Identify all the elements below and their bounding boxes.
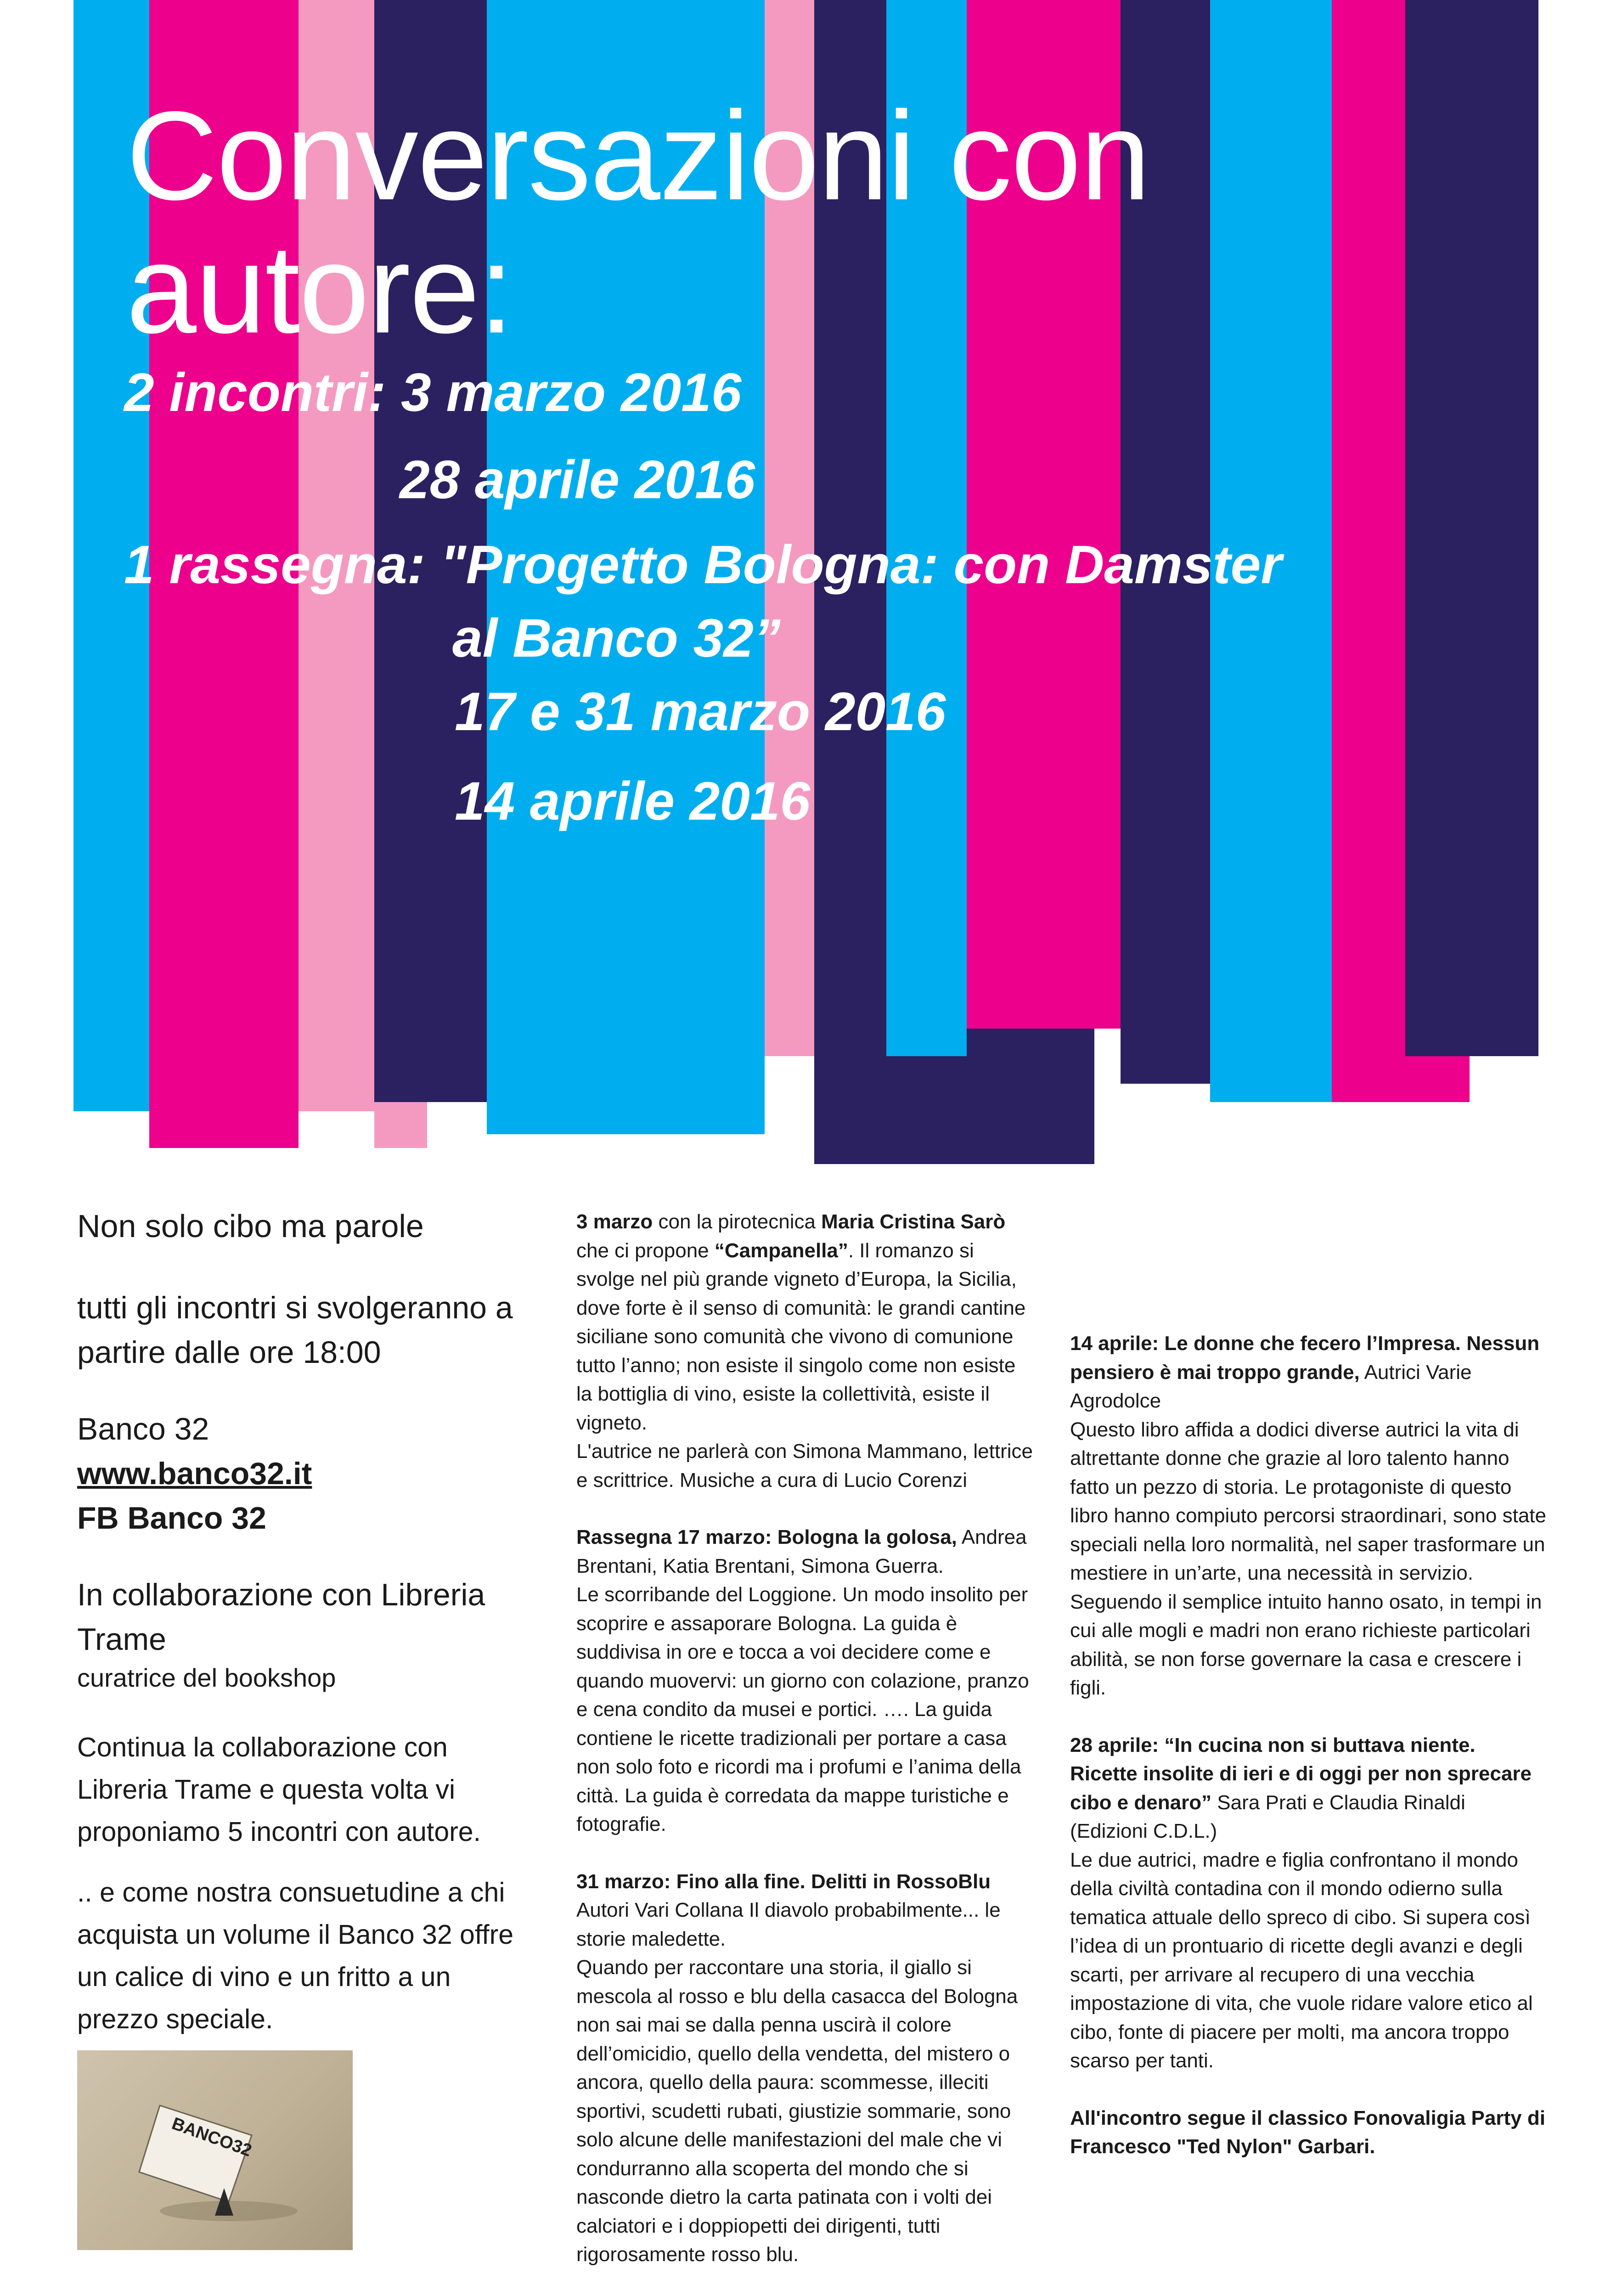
event-march-17: Rassegna 17 marzo: Bologna la golosa, Andrea Brentani, Katia Brentani, Simona Guerra. Le scorribande del Loggione. Un modo insolito per scoprire e assaporare Bologna. La guida è suddivisa in ore e tocca a voi decidere come e quando muovervi: un giorno con colazione, pranzo e cena condito da musei e portici. …. La guida contiene le ricette tradizionali per portare a casa non solo foto e ricordi ma i profumi e l’anima della città. La guida è corredata da mappe turistiche e fotografie. — [576, 1526, 1029, 1835]
website-link[interactable]: www.banco32.it — [77, 1456, 312, 1491]
time-info: tutti gli incontri si svolgeranno a partire dalle ore 18:00 — [77, 1290, 513, 1370]
poster-title: Conversazioni con autore: — [126, 85, 1150, 360]
collab-subtitle: curatrice del bookshop — [77, 1663, 336, 1692]
date-line: 28 aprile 2016 — [400, 450, 755, 510]
venue-name: Banco 32 — [77, 1412, 209, 1446]
facebook-link[interactable]: FB Banco 32 — [77, 1501, 266, 1536]
event-march-3: 3 marzo con la pirotecnica Maria Cristina Sarò che ci propone “Campanella”. Il romanzo si svolge nel più grande vigneto d’Europa, la Sicilia, dove forte è il senso di comunità: le grandi cantine siciliane sono comunità che vivono di comunione tutto l’anno; non esiste il singolo come non esiste la bottiglia di vino, esiste la collettività, esiste il vigneto. L'autrice ne parlerà con Simona Mammano, lettrice e scrittrice. Musiche a cura di Lucio Corenzi — [576, 1210, 1033, 1491]
event-march-31: 31 marzo: Fino alla fine. Delitti in RossoBlu Autori Vari Collana Il diavolo probabilmente... le storie maledette. Quando per raccontare una storia, il giallo si mescola al rosso e blu della casacca del Bologna non sai mai se dalla penna uscirà il colore dell’omicidio, quello della vendetta, del mistero o ancora, quello della paura: scommesse, illeciti sportivi, scudetti rubati, giustizie sommarie, sono solo alcune delle manifestazioni del male che vi condurranno alla scoperta del mondo che si nasconde dietro la carta patinata con i volti dei calciatori e i doppiopetti dei dirigenti, tutti rigorosamente rosso blu. — [576, 1870, 1018, 2266]
offer-paragraph: .. e come nostra consuetudine a chi acquista un volume il Banco 32 offre un calice di vino e un fritto a un prezzo speciale. — [77, 1877, 514, 2034]
closing-note: All'incontro segue il classico Fonovaligia Party di Francesco "Ted Nylon" Garbari. — [1070, 2106, 1545, 2158]
date-line: 17 e 31 marzo 2016 — [455, 681, 946, 742]
intro-paragraph: Continua la collaborazione con Libreria Trame e questa volta vi proponiamo 5 incontri con autore. — [77, 1732, 481, 1847]
date-line: 14 aprile 2016 — [455, 771, 811, 832]
date-line: al Banco 32” — [452, 608, 781, 669]
date-line: 2 incontri: 3 marzo 2016 — [124, 362, 742, 423]
event-april-28: 28 aprile: “In cucina non si buttava niente. Ricette insolite di ieri e di oggi per non sprecare cibo e denaro” Sara Prati e Claudia Rinaldi (Edizioni C.D.L.) Le due autrici, madre e figlia confrontano il mondo della civiltà contadina con il mondo odierno sulla tematica attuale dello spreco di cibo. Si supera così l’idea di un prontuario di ricette degli avanzi e degli scarti, per arrivare al recupero di una vecchia impostazione di vita, che vuole ridare valore etico al cibo, fonte di piacere per molti, ma ancora troppo scarso per tanti. — [1070, 1733, 1533, 2072]
event-april-14: 14 aprile: Le donne che fecero l’Impresa. Nessun pensiero è mai troppo grande, Autrici Varie Agrodolce Questo libro affida a dodici diverse autrici la vita di altrettante donne che grazie al loro talento hanno fatto un pezzo di storia. Le protagoniste di questo libro hanno compiuto percorsi straordinari, sono state speciali nella loro normalità, nel saper trasformare un mestiere in un’arte, una necessità in servizio. Seguendo il semplice intuito hanno osato, in tempi in cui alle mogli e madri non erano richieste particolari abilità, se non forse governare la casa e crescere i figli. — [1070, 1332, 1546, 1699]
photo-brand-text: BANCO32 — [169, 2114, 254, 2161]
section-heading: Non solo cibo ma parole — [77, 1208, 424, 1244]
collab-note: In collaborazione con Libreria Trame — [77, 1577, 485, 1657]
date-line: 1 rassegna: "Progetto Bologna: con Damster — [124, 535, 1282, 595]
events-column-right — [1070, 1329, 1548, 2190]
events-column-middle — [576, 1208, 1036, 2296]
photo-illustration — [77, 2050, 353, 2250]
banco32-photo — [77, 2050, 353, 2250]
info-column — [77, 1208, 536, 2040]
